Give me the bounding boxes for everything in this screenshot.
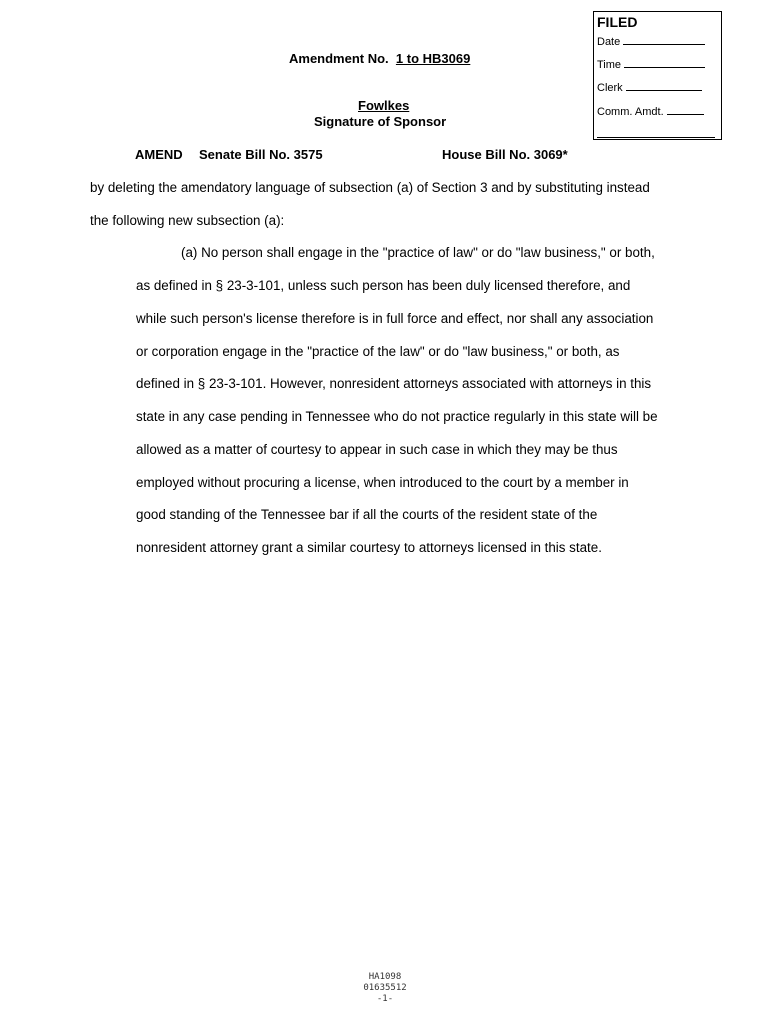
filed-comm-amdt-line	[597, 104, 704, 119]
filed-time-label: Time	[597, 59, 622, 71]
footer-page-number: -1-	[376, 994, 394, 1004]
amendment-prefix: Amendment No.	[289, 51, 389, 66]
sponsor-name: Fowlkes	[358, 98, 410, 113]
subsection-line: good standing of the Tennessee bar if all the courts of the resident state of the	[136, 507, 598, 522]
amendment-title	[289, 51, 470, 66]
filed-date-line	[597, 34, 705, 49]
intro-line: the following new subsection (a):	[90, 213, 285, 228]
filed-comm-amdt-blank	[667, 104, 704, 115]
subsection-line: allowed as a matter of courtesy to appear in such case in which they may be thus	[136, 442, 618, 457]
footer-code: HA1098	[368, 972, 402, 982]
filed-date-label: Date	[597, 36, 621, 48]
footer-number: 01635512	[363, 983, 407, 993]
sponsor-caption: Signature of Sponsor	[314, 114, 447, 129]
subsection-line: state in any case pending in Tennessee who do not practice regularly in this state will be	[136, 409, 658, 424]
filed-stamp-box	[593, 11, 722, 140]
filed-clerk-line	[597, 80, 702, 95]
filed-date-blank	[623, 34, 705, 45]
amend-label: AMEND	[135, 147, 183, 162]
filed-clerk-label: Clerk	[597, 82, 623, 94]
filed-time-blank	[624, 57, 705, 68]
subsection-line: defined in § 23-3-101. However, nonresident attorneys associated with attorneys in this	[136, 376, 652, 391]
subsection-line: nonresident attorney grant a similar courtesy to attorneys licensed in this state.	[136, 540, 602, 555]
subsection-line: as defined in § 23-3-101, unless such person has been duly licensed therefore, and	[136, 278, 631, 293]
amendment-number: 1 to HB3069	[395, 51, 471, 66]
intro-line: by deleting the amendatory language of subsection (a) of Section 3 and by substituting instead	[90, 180, 650, 195]
filed-comm-amdt-label: Comm. Amdt.	[597, 106, 664, 118]
house-bill-number: House Bill No. 3069*	[442, 147, 568, 162]
filed-stamp-title: FILED	[597, 14, 638, 30]
senate-bill-number: Senate Bill No. 3575	[199, 147, 323, 162]
subsection-line: while such person's license therefore is in full force and effect, nor shall any association	[136, 311, 654, 326]
filed-bottom-blank	[597, 137, 715, 138]
filed-clerk-blank	[626, 80, 702, 91]
subsection-line: employed without procuring a license, when introduced to the court by a member in	[136, 475, 629, 490]
subsection-line: (a) No person shall engage in the "practice of law" or do "law business," or both,	[181, 245, 655, 260]
filed-time-line	[597, 57, 705, 72]
subsection-line: or corporation engage in the "practice of the law" or do "law business," or both, as	[136, 344, 620, 359]
